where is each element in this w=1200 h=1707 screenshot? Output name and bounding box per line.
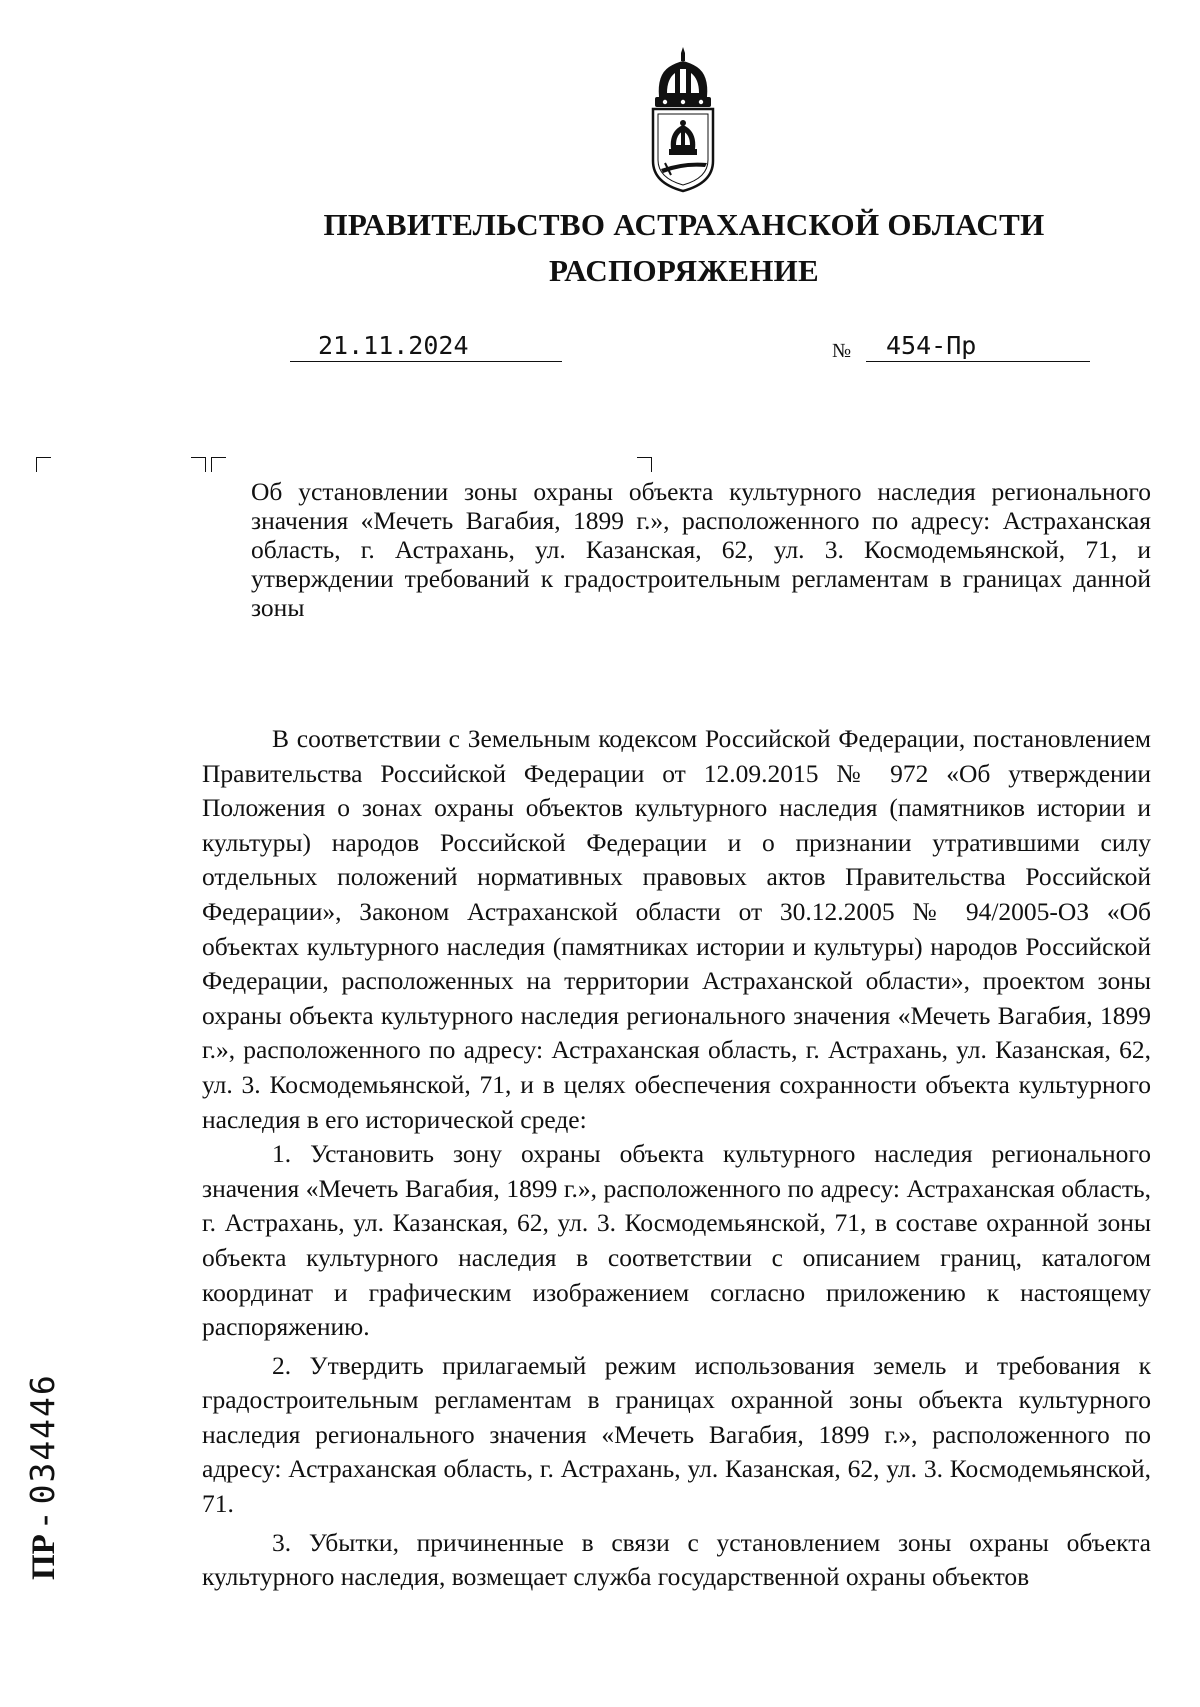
number-label: № [832, 340, 852, 362]
item-paragraph-3: 3. Убытки, причиненные в связи с установлением зоны охраны объекта культурного наследия, возмещает служба государственной охраны объектов [202, 1527, 1151, 1592]
document-number: 454-Пр [866, 332, 1090, 362]
item-paragraph-2: 2. Утвердить прилагаемый режим использования земель и требования к градостроительным регламентам в границах охранной зоны объекта культурного наследия регионального значения «Мечеть Вагабия, 1899 г.», расположенного по адресу: Астраханская область, г. Астрахань, ул. Казанская, 62, ул. 3. Космодемьянской, 71. [202, 1350, 1151, 1519]
document-subject: Об установлении зоны охраны объекта культурного наследия регионального значения «Мечеть Вагабия, 1899 г.», расположенного по адресу: Астраханская область, г. Астрахань, ул. Казанская, 62, ул. 3. Космодемьянской, 71, и утверждении требований к градостроительным регламентам в границах данной зоны [251, 477, 1151, 622]
stamp-prefix: ПР - [26, 1514, 62, 1580]
document-body [202, 722, 1151, 1595]
serial-stamp [23, 1373, 63, 1580]
preamble-paragraph: В соответствии с Земельным кодексом Российской Федерации, постановлением Правительства Российской Федерации от 12.09.2015 № 972 «Об утверждении Положения о зонах охраны объектов культурного наследия (памятников истории и культуры) народов Российской Федерации и о признании утратившими силу отдельных положений нормативных правовых актов Правительства Российской Федерации», Законом Астраханской области от 30.12.2005 № 94/2005-ОЗ «Об объектах культурного наследия (памятниках истории и культуры) народов Российской Федерации, расположенных на территории Астраханской области», проектом зоны охраны объекта культурного наследия регионального значения «Мечеть Вагабия, 1899 г.», расположенного по адресу: Астраханская область, г. Астрахань, ул. Казанская, 62, ул. 3. Космодемьянской, 71, и в целях обеспечения сохранности объекта культурного наследия в его исторической среде: [202, 724, 1151, 1134]
corner-mark [637, 457, 652, 472]
corner-mark [191, 457, 206, 472]
corner-mark [211, 457, 226, 472]
organization-title: ПРАВИТЕЛЬСТВО АСТРАХАНСКОЙ ОБЛАСТИ [323, 207, 1045, 242]
item-paragraph-1: 1. Установить зону охраны объекта культурного наследия регионального значения «Мечеть Вагабия, 1899 г.», расположенного по адресу: Астраханская область, г. Астрахань, ул. Казанская, 62, ул. 3. Космодемьянской, 71, в составе охранной зоны объекта культурного наследия в соответствии с описанием границ, каталогом координат и графическим изображением согласно приложению к настоящему распоряжению. [202, 1139, 1151, 1342]
document-type-title: РАСПОРЯЖЕНИЕ [548, 253, 820, 288]
stamp-serial: 034446 [23, 1373, 62, 1505]
corner-mark [36, 457, 51, 472]
document-date: 21.11.2024 [290, 332, 562, 362]
astrakhan-coat-of-arms-icon [645, 45, 721, 193]
